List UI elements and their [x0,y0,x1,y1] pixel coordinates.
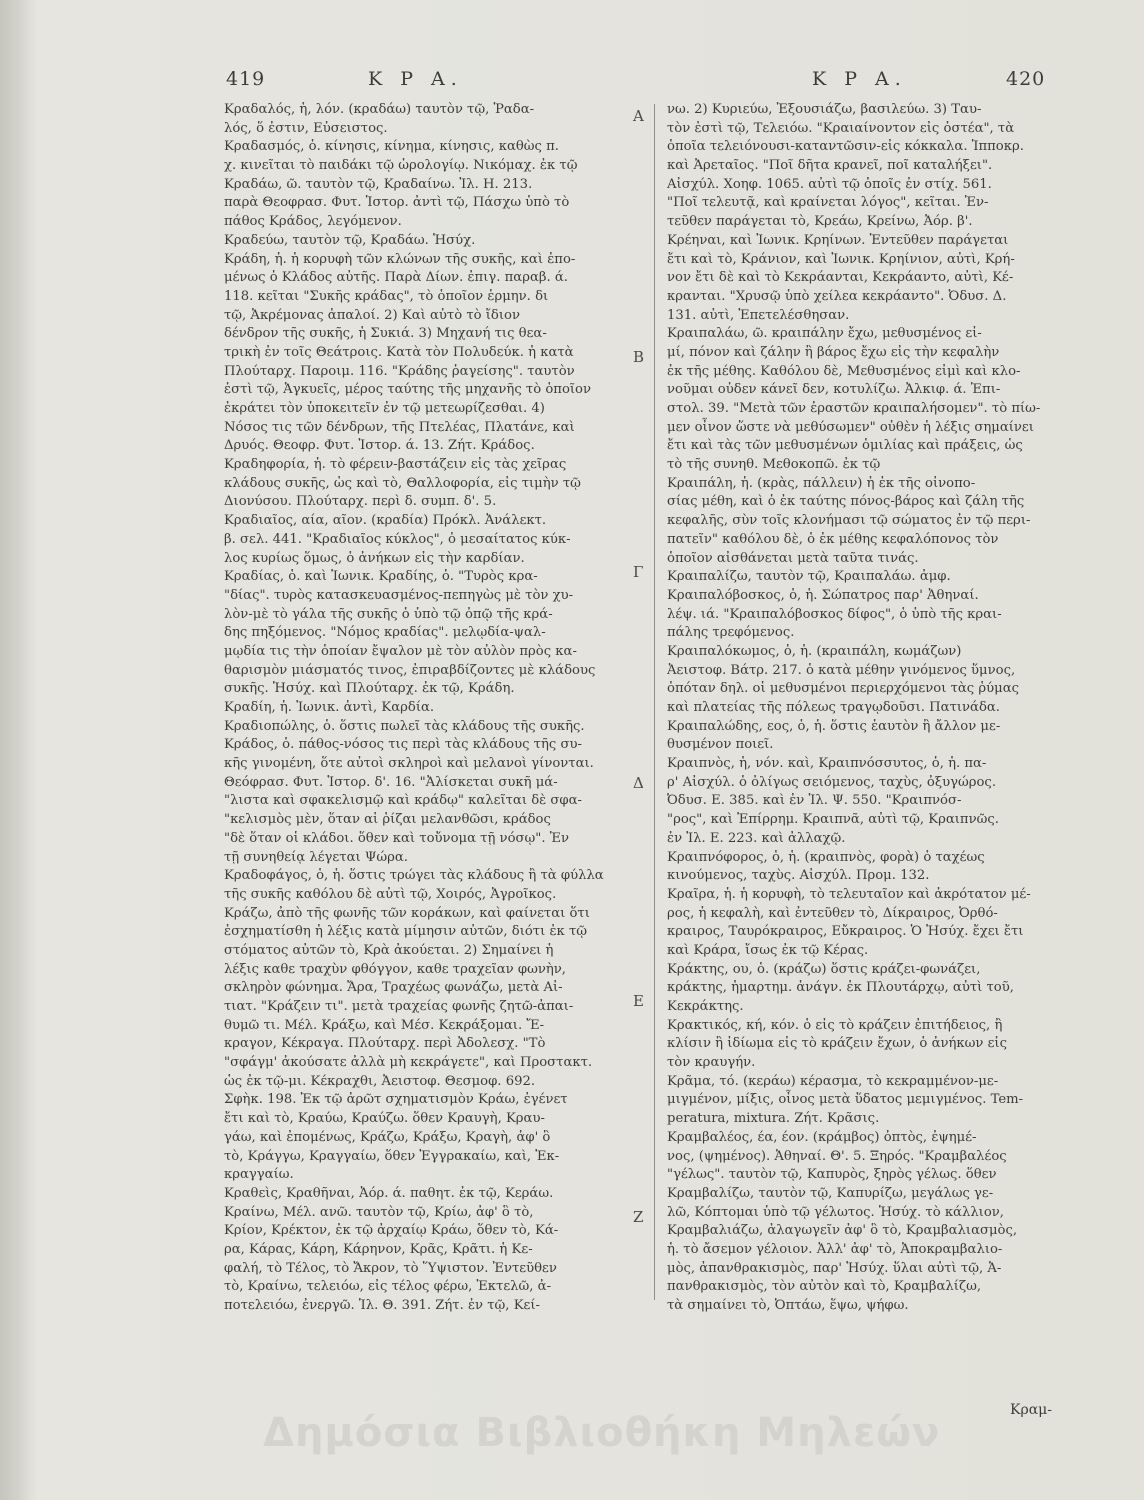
text-line: Κραμβαλέος, έα, έον. (κράμβος) ὀπτὸς, ἐψημέ- [667,1129,977,1145]
text-line: τὸ τῆς συνηθ. Μεθοκοπῶ. ἐκ τῷ [667,457,881,473]
text-line: φαλή, τὸ Τέλος, τὸ Ἄκρον, τὸ Ὕψιστον. Ἐντεῦθεν [224,1260,557,1276]
text-line: λέψ. ιά. "Κραιπαλόβοσκος δίφος", ὁ ὑπὸ τῆς κραι- [667,606,1002,622]
text-line: ρος, ἡ κεφαλὴ, καὶ ἐντεῦθεν τὸ, Δίκραιρος, Ὀρθό- [667,905,998,921]
section-marker: Δ [633,774,644,792]
text-line: Κραθεὶς, Κραθῆναι, Ἀόρ. ά. παθητ. ἐκ τῷ, Κεράω. [224,1185,554,1201]
text-line: Κραιπάλη, ἡ. (κρὰς, πάλλειν) ἡ ἐκ τῆς οἰνοπο- [667,475,976,491]
binding-shadow [0,0,38,1500]
text-line: τιατ. "Κράζειν τι". μετὰ τραχείας φωνῆς ζητῶ-ἀπαι- [224,999,574,1014]
text-line: Νόσος τις τῶν δένδρων, τῆς Πτελέας, Πλατάνε, καὶ [224,419,575,435]
text-line: Κρᾶμα, τό. (κεράω) κέρασμα, τὸ κεκραμμένον-με- [667,1073,999,1089]
running-head-right: Κ Ρ Α. [812,68,907,90]
text-line: Κραδηφορία, ἡ. τὸ φέρειν-βαστάζειν εἰς τὰς χεῖρας [224,457,567,473]
text-line: ὁποῖον αἰσθάνεται μετὰ ταῦτα τινάς. [667,550,919,566]
text-line: ὁπόταν δηλ. οἱ μεθυσμένοι περιερχόμενοι τὰς ῥύμας [667,681,1019,697]
text-line: Κραδάω, ῶ. ταυτὸν τῷ, Κραδαίνω. Ἰλ. Η. 213. [224,176,533,192]
text-line: Σφὴκ. 198. Ἐκ τῷ ἀρῶτ σχηματισμὸν Κράω, ἐγένετ [224,1092,568,1108]
text-line: κραγγαίω. [224,1167,294,1183]
text-line: καὶ πλατείας τῆς πόλεως τραγῳδοῦσι. Πατινάδα. [667,700,1000,715]
section-marker: Ζ [633,1208,644,1226]
text-line: τὸ, Κραίνω, τελειόω, εἰς τέλος φέρω, Ἐκτελῶ, ἀ- [224,1279,552,1295]
text-line: κρανται. "Χρυσῷ ὑπὸ χείλεα κεκράαντο". Ὀδυσ. Δ. [667,288,1007,304]
text-line: μένως ὁ Κλάδος αὐτῆς. Παρὰ Δίων. ἐπιγ. παραβ. ά. [224,270,568,286]
text-line: σκληρὸν φώνημα. Ἄρα, Τραχέως φωνάζω, μετὰ Αἰ- [224,980,563,996]
text-line: τὸν κραυγήν. [667,1055,756,1071]
text-line: λέξις καθε τραχὺν φθόγγον, καθε τραχεῖαν φωνὴν, [224,961,566,977]
text-line: Διονύσου. Πλούταρχ. περὶ δ. συμπ. δ'. 5. [224,494,497,510]
text-line: θαρισμὸν μιάσματός τινος, ἐπιραβδίζοντες μὲ κλάδους [224,662,596,678]
text-line: ὡς ἐκ τῷ-μι. Κέκραχθι, Ἀειστοφ. Θεσμοφ. 692. [224,1073,536,1089]
text-line: "λιστα καὶ σφακελισμῷ καὶ κράδῳ" καλεῖται δὲ σφα- [224,793,583,809]
text-line: ἐσχηματίσθη ἡ λέξις κατὰ μίμησιν αὐτῶν, διότι ἐκ τῷ [224,924,588,940]
text-line: β. σελ. 441. "Κραδιαῖος κύκλος", ὁ μεσαίτατος κύκ- [224,531,571,547]
text-line: ἐστὶ τῷ, Ἀγκυεῖς, μέρος ταύτης τῆς μηχανῆς τὸ ὁποῖον [224,382,592,398]
text-line: μῳδία τις τὴν ὁποίαν ἔψαλον μὲ τὸν αὐλὸν πρὸς κα- [224,643,577,659]
text-line: τεῦθεν παράγεται τὸ, Κρεάω, Κρείνω, Ἀόρ. β'. [667,214,973,230]
section-marker: Β [633,348,645,366]
text-line: μὸς, ἀπανθρακισμὸς, παρ' Ἡσύχ. ὕλαι αὐτὶ τῷ, Ἀ- [667,1260,1002,1276]
text-line: Κρέηναι, καὶ Ἰωνικ. Κρηίνων. Ἐντεῦθεν παράγεται [667,232,1009,248]
text-line: "γέλως". ταυτὸν τῷ, Καπυρὸς, ξηρὸς γέλως. ὅθεν [667,1167,997,1183]
text-line: πάθος Κράδος, λεγόμενον. [224,214,402,230]
text-line: ἔτι καὶ τὸ, Κραύω, Κραύζω. ὅθεν Κραυγὴ, Κραυ- [224,1111,545,1127]
text-line: τῷ, Ἀκρέμονας ἁπαλοί. 2) Καὶ αὐτὸ τὸ ἴδιον [224,307,520,323]
text-line: κραγον, Κέκραγα. Πλούταρχ. περὶ Ἀδολεσχ. "Τὸ [224,1036,546,1052]
text-line: Κραιπνόφορος, ὁ, ἡ. (κραιπνὸς, φορὰ) ὁ ταχέως [667,849,985,865]
text-line: Κράδος, ὁ. πάθος-νόσος τις περὶ τὰς κλάδους τῆς συ- [224,737,582,753]
text-line: τῆς συκῆς καθόλου δὲ αὐτὶ τῷ, Χοιρός, Ἀγροῖκος. [224,886,557,902]
text-line: Αἰσχύλ. Χοηφ. 1065. αὐτὶ τῷ ὁποῖς ἐν στίχ. 561. [667,176,992,192]
text-line: καὶ Ἀρεταῖος. "Ποῖ δῆτα κρανεῖ, ποῖ καταλήξει". [667,158,993,174]
text-line: νω. 2) Κυριεύω, Ἐξουσιάζω, βασιλεύω. 3) Ταυ- [667,102,982,117]
text-line: Κραιπαλώδης, εος, ὁ, ἡ. ὅστις ἑαυτὸν ἢ ἄλλον με- [667,718,1001,734]
text-line: θυμῶ τι. Μέλ. Κράξω, καὶ Μέσ. Κεκράξομαι. Ἔ- [224,1017,545,1033]
text-line: τὸν ἐστὶ τῷ, Τελειόω. "Κραιαίνοντον εἰς ὀστέα", τὰ [667,120,1015,136]
text-line: ἐν Ἰλ. Ε. 223. καὶ ἀλλαχῷ. [667,830,846,846]
text-line: Θεόφρασ. Φυτ. Ἱστορ. δ'. 16. "Ἀλίσκεται συκῆ μά- [224,774,558,790]
text-line: νος, (ψημένος). Ἀθηναί. Θ'. 5. Ξηρός. "Κραμβαλέος [667,1148,1007,1164]
text-line: Κράζω, ἀπὸ τῆς φωνῆς τῶν κοράκων, καὶ φαίνεται ὅτι [224,905,590,921]
text-line: Ὀδυσ. Ε. 385. καὶ ἐν Ἰλ. Ψ. 550. "Κραιπνόσ- [667,793,962,809]
text-line: ρ' Αἰσχύλ. ὁ ὀλίγως σειόμενος, ταχὺς, ὀξυγώρος. [667,774,997,790]
text-line: "σφάγμ' ἀκούσατε ἀλλὰ μὴ κεκράγετε", καὶ Προστακτ. [224,1055,593,1071]
text-line: συκῆς. Ἡσύχ. καὶ Πλούταρχ. ἐκ τῷ, Κράδη. [224,681,515,697]
catchword: Κραμ- [1010,1402,1052,1418]
text-line: τρικὴ ἐν τοῖς Θεάτροις. Κατὰ τὸν Πολυδεύκ. ἡ κατὰ [224,344,574,360]
text-line: Κράκτης, ου, ὁ. (κράζω) ὅστις κράζει-φωνάζει, [667,961,981,977]
text-line: τὰ σημαίνει τὸ, Ὀπτάω, ἕψω, ψήφω. [667,1298,909,1313]
text-line: θυσμένον ποιεῖ. [667,737,774,753]
text-line: πανθρακισμὸς, τὸν αὐτὸν καὶ τὸ, Κραμβαλίζω, [667,1279,982,1295]
text-line: πατεῖν" καθόλου δὲ, ὁ ἐκ μέθης κεφαλόπονος τὸν [667,531,999,547]
text-line: Κεκράκτης. [667,999,744,1014]
text-line: νοῦμαι οὐδεν κάνεῖ δεν, κοτυλίζω. Ἀλκιφ. ά. Ἐπι- [667,382,1001,398]
text-line: λος κυρίως ὅμως, ὁ ἀνήκων εἰς τὴν καρδίαν. [224,550,525,566]
text-line: Κραδιοπώλης, ὁ. ὅστις πωλεῖ τὰς κλάδους τῆς συκῆς. [224,718,585,734]
section-marker: Γ [633,563,644,581]
text-line: Κραιπαλόκωμος, ὁ, ἡ. (κραιπάλη, κωμάζων) [667,643,962,659]
text-line: Κραιπαλίζω, ταυτὸν τῷ, Κραιπαλάω. ἀμφ. [667,569,951,585]
text-line: στολ. 39. "Μετὰ τῶν ἐραστῶν κραιπαλήσομεν". τὸ πίω- [667,401,1041,416]
text-line: Κραίνω, Μέλ. ανῶ. ταυτὸν τῷ, Κρίω, ἀφ' ὃ τὸ, [224,1204,534,1220]
text-line: μιγμένον, μίξις, οἶνος μετὰ ὕδατος μεμιγμένος. Tem- [667,1092,1024,1108]
page-number-right: 420 [1006,68,1046,90]
text-line: τὸ, Κράγγω, Κραγγαίω, ὅθεν Ἐγγρακαίω, καὶ, Ἐκ- [224,1148,560,1164]
text-line: Κραδασμός, ὁ. κίνησις, κίνημα, κίνησις, καθὼς π. [224,139,559,155]
text-line: Κραδοφάγος, ὁ, ἡ. ὅστις τρώγει τὰς κλάδους ἢ τὰ φύλλα [224,868,604,884]
text-line: Κραδίας, ὁ. καὶ Ἰωνικ. Κραδίης, ὁ. "Τυρὸς κρα- [224,569,538,585]
running-head-left: Κ Ρ Α. [368,68,463,90]
text-line: ποτελειόω, ἐνεργῶ. Ἰλ. Θ. 391. Ζήτ. ἐν τῷ, Κεί- [224,1298,541,1313]
page-number-left: 419 [226,68,266,90]
text-line: σίας μέθη, καὶ ὁ ἐκ ταύτης πόνος-βάρος καὶ ζάλη τῆς [667,494,1025,510]
text-line: Κραιπαλάω, ῶ. κραιπάλην ἔχω, μεθυσμένος εἰ- [667,326,982,342]
section-marker: Ε [633,992,644,1010]
text-line: δένδρον τῆς συκῆς, ἡ Συκιά. 3) Μηχανή τις θεα- [224,326,547,342]
text-line: Κραιπνὸς, ἡ, νόν. καὶ, Κραιπνόσσυτος, ὁ, ἡ. πα- [667,756,987,772]
text-line: ἔτι καὶ τὸ, Κράνιον, καὶ Ἰωνικ. Κρηίνιον, αὐτὶ, Κρή- [667,251,1015,267]
text-line: Ἀειστοφ. Βάτρ. 217. ὁ κατὰ μέθην γινόμενος ὕμνος, [667,662,1016,678]
text-line: Κραδιαῖος, αία, αῖον. (κραδία) Πρόκλ. Ἀνάλεκτ. [224,513,547,529]
text-line: ρα, Κάρας, Κάρη, Κάρηνον, Κρᾶς, Κρᾶτι. ἡ Κε- [224,1241,533,1257]
text-line: ἔτι καὶ τὰς τῶν μεθυσμένων ὁμιλίας καὶ πράξεις, ὡς [667,438,1023,454]
text-line: κραιρος, Ταυρόκραιρος, Εὔκραιρος. Ὁ Ἡσύχ. ἔχει ἔτι [667,924,1024,940]
text-line: "δίας". τυρὸς κατασκευασμένος-πεπηγὼς μὲ τὸν χυ- [224,587,574,603]
text-line: "δὲ ὅταν οἱ κλάδοι. ὅθεν καὶ τοὔνομα τῇ νόσῳ". Ἐν [224,830,569,846]
text-line: καὶ Κράρα, ἴσως ἐκ τῷ Κέρας. [667,942,869,958]
text-line: παρὰ Θεοφρασ. Φυτ. Ἱστορ. ἀντὶ τῷ, Πάσχω ὑπὸ τὸ [224,195,570,211]
text-line: ἐκράτει τὸν ὑποκειτεῖν ἐν τῷ μετεωρίζεσθαι. 4) [224,401,545,416]
text-line: "κελισμὸς μὲν, ὅταν αἱ ῥίζαι μελανθῶσι, κράδος [224,812,551,828]
text-line: στόματος αὐτῶν τὸ, Κρὰ ἀκούεται. 2) Σημαίνει ἡ [224,942,554,958]
text-line: κεφαλῆς, σὺν τοῖς κλονήμασι τῷ σώματος ἐν τῷ περι- [667,513,1031,529]
library-watermark: Δημόσια Βιβλιοθήκη Μηλεών [263,1410,941,1456]
text-line: "ρος", καὶ Ἐπίρρημ. Κραιπνᾶ, αὐτὶ τῷ, Κραιπνῶς. [667,812,999,828]
text-line: κινούμενος, ταχὺς. Αἰσχύλ. Προμ. 132. [667,868,930,884]
text-line: λῶ, Κόπτομαι ὑπὸ τῷ γέλωτος. Ἡσύχ. τὸ κάλλιον, [667,1204,1005,1220]
text-line: γάω, καὶ ἐπομένως, Κράζω, Κράξω, Κραγὴ, ἀφ' ὃ [224,1129,551,1145]
text-line: Κραδεύω, ταυτὸν τῷ, Κραδάω. Ἡσύχ. [224,232,476,248]
text-line: Κραιπαλόβοσκος, ὁ, ἡ. Σώπατρος παρ' Ἀθηναί. [667,587,979,603]
text-line: Κραμβαλίζω, ταυτὸν τῷ, Καπυρίζω, μεγάλως γε- [667,1185,994,1201]
text-line: ὁποῖα τελειόνουσι-καταντῶσιν-εἰς κόκκαλα. Ἱπποκρ. [667,139,1024,155]
left-column [224,101,624,1316]
column-divider [654,104,655,1300]
text-line: λὸν-μὲ τὸ γάλα τῆς συκῆς ὁ ὑπὸ τῷ ὀπῷ τῆς κρά- [224,606,553,622]
text-line: Δρυός. Θεοφρ. Φυτ. Ἱστορ. ά. 13. Ζήτ. Κράδος. [224,438,535,454]
text-line: νον ἔτι δὲ καὶ τὸ Κεκράανται, Κεκράαντο, αὐτὶ, Κέ- [667,270,1014,286]
text-line: Κραμβαλιάζω, ἀλαγωγεῖν ἀφ' ὃ τὸ, Κραμβαλιασμὸς, [667,1223,1018,1239]
section-marker: Α [633,107,644,125]
text-line: δης πηξόμενος. "Νόμος κραδίας". μελῳδία-ψαλ- [224,625,546,641]
text-line: 118. κεῖται "Συκῆς κράδας", τὸ ὁποῖον ἑρμην. δι [224,288,549,304]
text-line: Κραῖρα, ἡ. ἡ κορυφὴ, τὸ τελευταῖον καὶ ἀκρότατον μέ- [667,886,1031,902]
text-line: πάλης τρεφόμενος. [667,625,795,641]
text-line: Πλούταρχ. Παροιμ. 116. "Κράδης ῥαγείσης". ταυτὸν [224,363,575,379]
text-line: κλίσιν ἢ ἰδίωμα εἰς τὸ κράζειν ἔχων, ὁ ἀνήκων εἰς [667,1036,1007,1052]
text-line: λός, ὅ ἐστιν, Εὐσειστος. [224,120,388,136]
text-line: κῆς γινομένη, ὅτε αὐτοὶ σκληροὶ καὶ μελανοὶ γίνονται. [224,756,594,772]
text-line: χ. κινεῖται τὸ παιδάκι τῷ ὡρολογίῳ. Νικόμαχ. ἐκ τῷ [224,158,578,174]
text-line: Κράδη, ἡ. ἡ κορυφὴ τῶν κλώνων τῆς συκῆς, καὶ ἐπο- [224,251,576,267]
text-line: Κρακτικός, κή, κόν. ὁ εἰς τὸ κράζειν ἐπιτήδειος, ἢ [667,1017,1003,1033]
text-line: 131. αὐτὶ, Ἐπετελέσθησαν. [667,307,850,323]
text-line: μεν οἶνον ὥστε νὰ μεθύσωμεν" οὐθὲν ἡ λέξις σημαίνει [667,419,1034,435]
text-line: Κρίον, Κρέκτον, ἐκ τῷ ἀρχαίῳ Κράω, ὅθεν τὸ, Κά- [224,1223,559,1239]
right-column [667,101,1065,1316]
text-line: μί, πόνον καὶ ζάλην ἢ βάρος ἔχω εἰς τὴν κεφαλὴν [667,344,1000,360]
text-line: ἡ. τὸ ἄσεμον γέλοιον. Ἀλλ' ἀφ' τὸ, Ἀποκραμβαλιο- [667,1241,1003,1257]
text-line: peratura, mixtura. Ζήτ. Κρᾶσις. [667,1111,880,1127]
text-line: Κραδίη, ἡ. Ἰωνικ. ἀντὶ, Καρδία. [224,700,435,715]
text-line: "Ποῖ τελευτᾷ, καὶ κραίνεται λόγος", κεῖται. Ἐν- [667,195,989,211]
text-line: ἐκ τῆς μέθης. Καθόλου δὲ, Μεθυσμένος εἰμὶ καὶ κλο- [667,363,1021,379]
text-line: Κραδαλός, ἡ, λόν. (κραδάω) ταυτὸν τῷ, Ῥαδα- [224,102,535,117]
text-line: τῇ συνηθείᾳ λέγεται Ψώρα. [224,849,409,865]
text-line: κράκτης, ἡμαρτημ. ἀνάγν. ἐκ Πλουτάρχῳ, αὐτὶ τοῦ, [667,980,1014,996]
text-line: κλάδους συκῆς, ὡς καὶ τὸ, Θαλλοφορία, εἰς τιμὴν τῷ [224,475,581,491]
